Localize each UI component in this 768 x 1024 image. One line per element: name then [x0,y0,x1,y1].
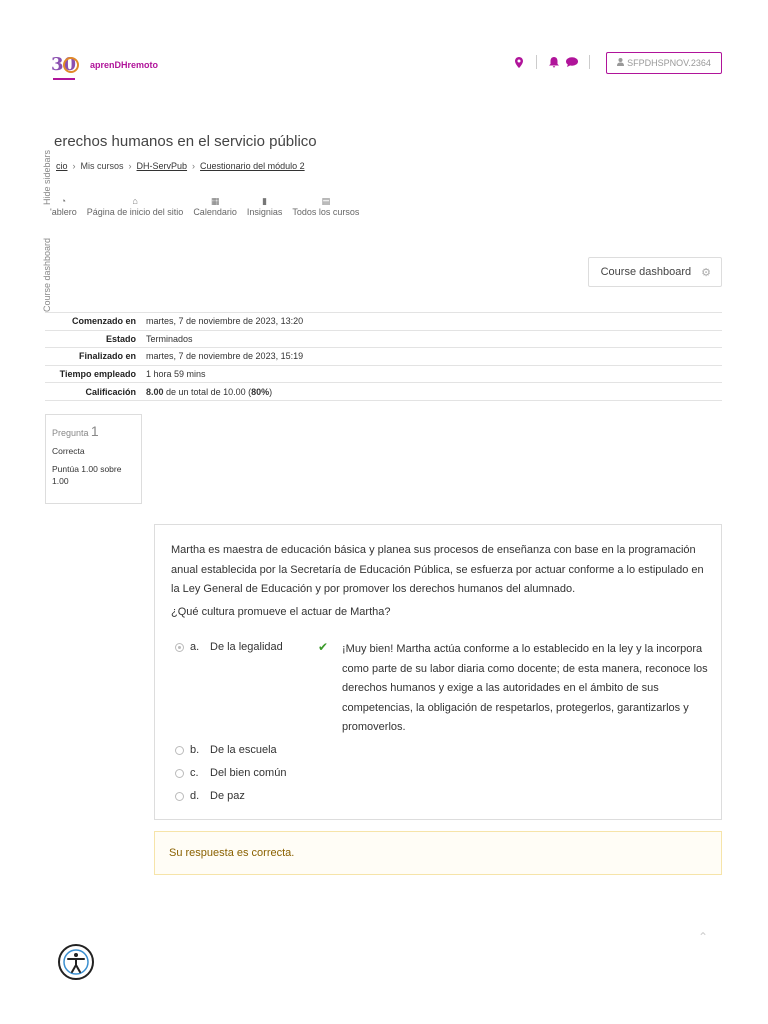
menu-item-label: Calendario [193,207,237,217]
question-info [45,414,142,504]
radio-button[interactable] [175,643,184,652]
option-label: De la legalidad [210,641,283,653]
option-label: De paz [210,790,245,802]
menu-item-label: Página de inicio del sitio [86,207,184,217]
question-score: Puntúa 1.00 sobre 1.00 [52,464,122,486]
option-label: De la escuela [210,744,277,756]
question-prompt: ¿Qué cultura promueve el actuar de Martha? [171,605,391,618]
menu-item-dashboard[interactable] [50,196,77,217]
answer-feedback: ¡Muy bien! Martha actúa conforme a lo establecido en la ley y la incorpora como parte de su labor diaria como docente; de esta manera, reconoce los derechos humanos y exige a las autoridades en el ámbito de sus competencias, la obligación de respetarlos, protegerlos, garantizarlos y promoverlos. [342,643,708,733]
brand-name[interactable]: aprenDHremoto [90,60,159,70]
attempt-summary-table [45,312,722,401]
nav-icons [512,54,600,70]
map-marker-icon[interactable] [512,55,526,69]
breadcrumb-course[interactable]: DH-ServPub [136,161,188,171]
nav-separator [536,55,537,69]
accessibility-icon[interactable] [58,944,94,980]
page-title: erechos humanos en el servicio público [54,133,317,150]
menu-item-label: Todos los cursos [292,207,360,217]
calendar-icon: ▦ [210,196,220,206]
nav-separator [589,55,590,69]
menu-item-all-courses[interactable] [292,196,359,217]
answer-option-d[interactable] [175,790,245,802]
menu-item-label: Insignias [246,207,283,217]
user-label: SFPDHSPNOV.2364 [627,58,711,68]
summary-key: Tiempo empleado [45,365,141,383]
question-number: 1 [90,423,99,439]
option-letter: d. [190,790,200,802]
outcome-message [154,831,722,875]
summary-value: Terminados [141,330,722,348]
back-to-top-icon[interactable]: ⌃ [698,930,709,944]
bell-icon[interactable] [547,55,561,69]
question-label: Pregunta [52,428,89,438]
summary-key: Finalizado en [45,348,141,366]
site-logo[interactable] [50,50,80,86]
table-row [45,383,722,401]
grade-close: ) [269,386,273,397]
question-content [154,524,722,820]
table-row [45,365,722,383]
radio-button[interactable] [175,769,184,778]
table-row [45,313,722,331]
menu-item-home[interactable] [87,196,184,217]
summary-key: Calificación [45,383,141,401]
answer-option-b[interactable] [175,744,277,756]
grade-score: 8.00 [146,386,164,397]
menu-item-badges[interactable] [247,196,283,217]
option-letter: a. [190,641,200,653]
chat-icon[interactable] [565,55,579,69]
outcome-text: Su respuesta es correcta. [169,847,295,859]
summary-value: martes, 7 de noviembre de 2023, 15:19 [141,348,722,366]
breadcrumb-separator: › [192,161,196,171]
table-row [45,348,722,366]
breadcrumb-home[interactable]: cio [56,161,68,171]
navbar [0,40,768,90]
radio-button[interactable] [175,792,184,801]
summary-value: martes, 7 de noviembre de 2023, 13:20 [141,313,722,331]
svg-text:30: 30 [51,54,77,75]
summary-value: 1 hora 59 mins [141,365,722,383]
breadcrumb-separator: › [72,161,76,171]
question-text: Martha es maestra de educación básica y planea sus procesos de enseñanza con base en la programación anual establecida por la Secretaría de Educación Pública, se esfuerza por actuar conforme a lo estipulado en la Ley General de Educación y por promover los derechos humanos del alumnado. [171,544,704,595]
course-dashboard-toggle[interactable]: Course dashboard [42,237,52,312]
breadcrumb-separator: › [128,161,132,171]
gear-icon: ⚙ [701,266,711,279]
breadcrumb [56,161,305,171]
user-icon [617,58,624,68]
user-menu-button[interactable] [606,52,722,74]
course-dashboard-button[interactable] [588,257,722,287]
answer-option-c[interactable] [175,767,286,779]
menu-item-calendar[interactable] [193,196,237,217]
grade-percent: 80% [251,386,270,397]
dashboard-icon: ◔ [60,196,67,206]
answer-option-a[interactable] [175,641,283,653]
check-icon: ✔ [318,640,329,654]
option-label: Del bien común [210,767,287,779]
radio-button[interactable] [175,746,184,755]
home-icon: ⌂ [132,196,138,206]
bookmark-icon: ▮ [262,196,268,206]
summary-key: Comenzado en [45,313,141,331]
summary-key: Estado [45,330,141,348]
option-letter: b. [190,744,200,756]
grade-total: de un total de 10.00 ( [163,386,252,397]
menu-item-label: 'ablero [50,207,77,217]
course-dashboard-label: Course dashboard [600,266,692,278]
question-state: Correcta [52,446,85,456]
breadcrumb-quiz[interactable]: Cuestionario del módulo 2 [200,161,305,171]
grade-value [141,383,722,401]
hide-sidebars-toggle[interactable]: Hide sidebars [42,149,52,205]
table-row [45,330,722,348]
course-menu [50,196,359,217]
breadcrumb-my-courses[interactable]: Mis cursos [80,161,124,171]
book-icon: ▤ [321,196,331,206]
option-letter: c. [190,767,199,779]
